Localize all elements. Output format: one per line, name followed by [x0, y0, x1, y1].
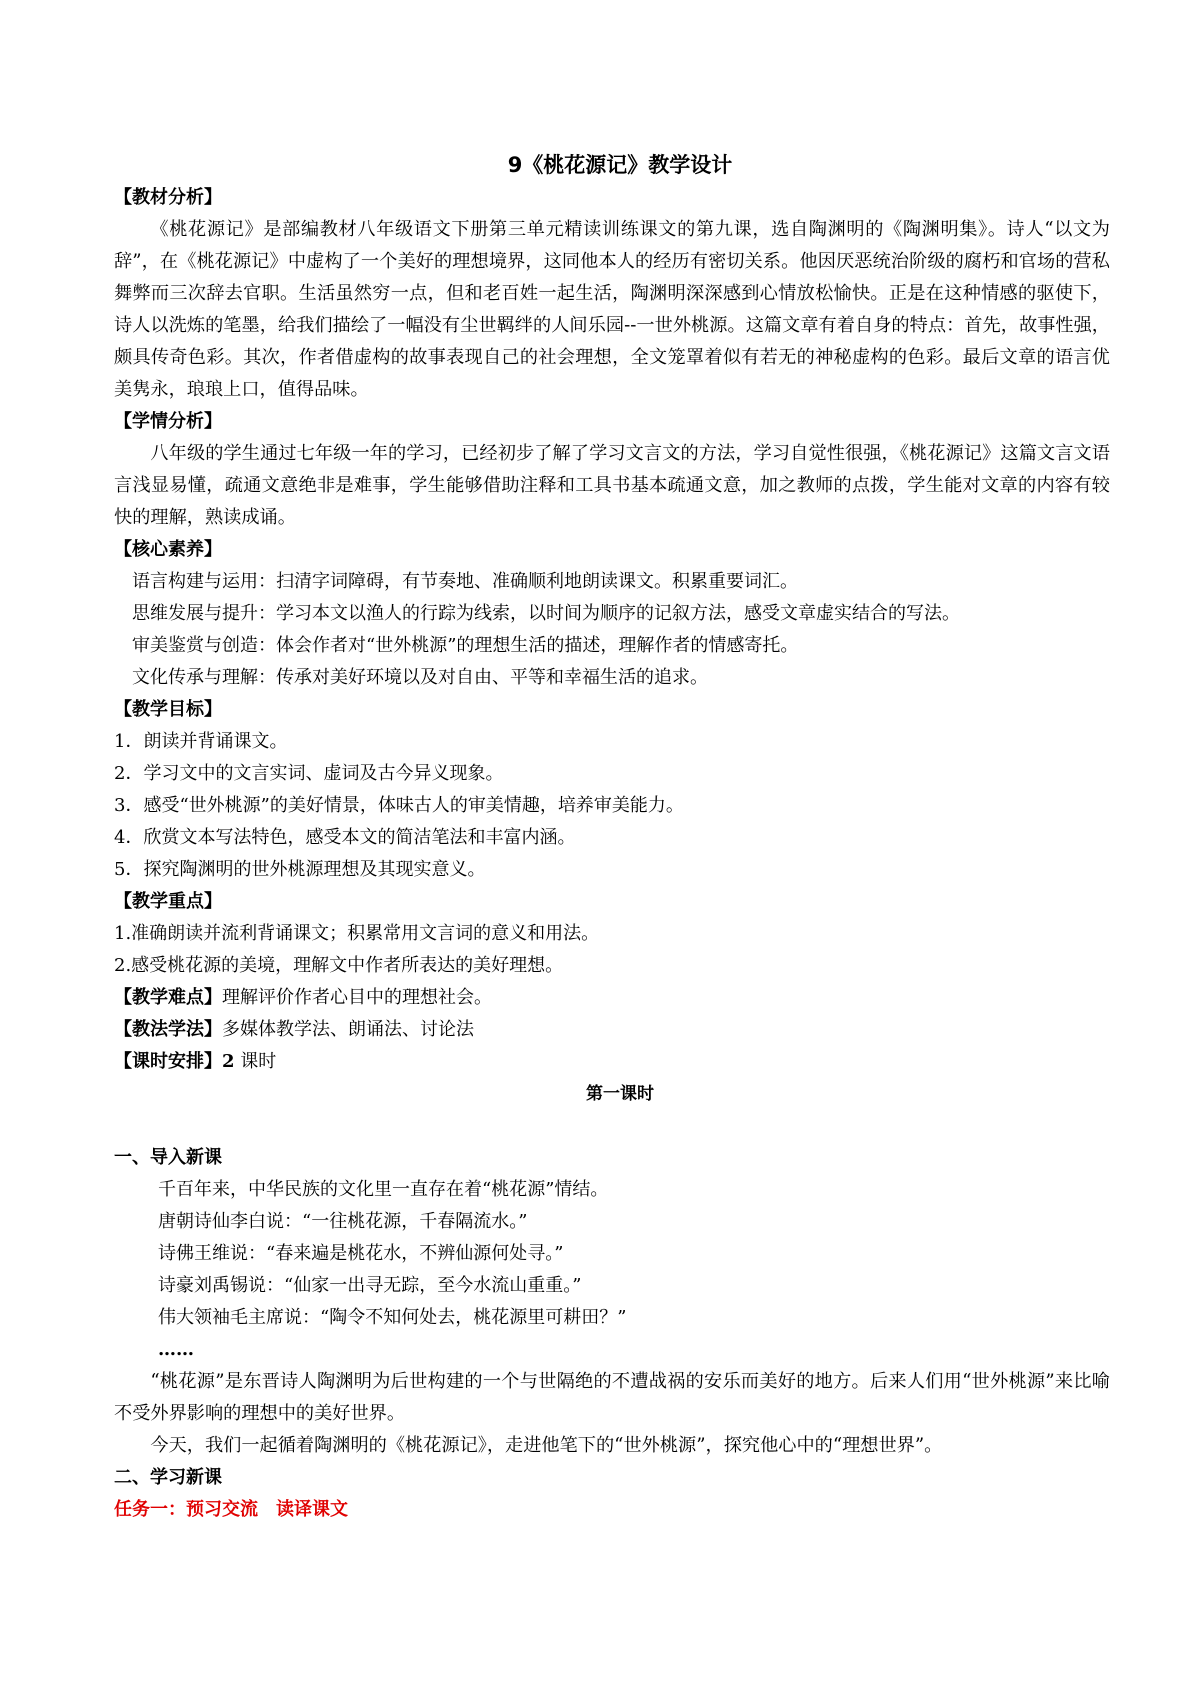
literacy-item: 审美鉴赏与创造：体会作者对“世外桃源”的理想生活的描述，理解作者的情感寄托。 [132, 635, 799, 656]
schedule-number: 2 [222, 1051, 235, 1072]
intro-line: 唐朝诗仙李白说：“一往桃花源，千春隔流水。” [158, 1211, 528, 1232]
literacy-heading: 【核心素养】 [114, 539, 222, 560]
schedule-row [114, 1046, 1110, 1078]
method-heading: 【教法学法】 [114, 1019, 222, 1040]
literacy-item: 语言构建与运用：扫清字词障碍，有节奏地、准确顺利地朗读课文。积累重要词汇。 [132, 571, 798, 592]
schedule-heading: 【课时安排】 [114, 1051, 222, 1072]
goals-heading: 【教学目标】 [114, 699, 222, 720]
intro-line: 诗豪刘禹锡说：“仙家一出寻无踪，至今水流山重重。” [158, 1275, 582, 1296]
intro-line: 诗佛王维说：“春来遍是桃花水，不辨仙源何处寻。” [158, 1243, 564, 1264]
analysis-text: 《桃花源记》是部编教材八年级语文下册第三单元精读训练课文的第九课，选自陶渊明的《陶渊明集》。诗人“以文为辞”，在《桃花源记》中虚构了一个美好的理想境界，这同他本人的经历有密切关系。他因厌恶统治阶级的腐朽和官场的营私舞弊而三次辞去官职。生活虽然穷一点，但和老百姓一起生活，陶渊明深深感到心情放松愉快。正是在这种情感的驱使下，诗人以洗炼的笔墨，给我们描绘了一幅没有尘世羁绊的人间乐园--一世外桃源。这篇文章有着自身的特点：首先，故事性强，颇具传奇色彩。其次，作者借虚构的故事表现自己的社会理想，全文笼罩着似有若无的神秘虚构的色彩。最后文章的语言优美隽永，琅琅上口，值得品味。 [114, 219, 1110, 400]
part2-heading: 二、学习新课 [114, 1467, 222, 1488]
key-point-item: 1.准确朗读并流利背诵课文；积累常用文言词的意义和用法。 [114, 923, 600, 944]
goal-item: 5．探究陶渊明的世外桃源理想及其现实意义。 [114, 859, 486, 880]
intro-paragraph: 今天，我们一起循着陶渊明的《桃花源记》，走进他笔下的“世外桃源”，探究他心中的“理想世界”。 [150, 1435, 943, 1456]
ellipsis-line: …… [158, 1339, 194, 1360]
goal-item: 4．欣赏文本写法特色，感受本文的简洁笔法和丰富内涵。 [114, 827, 576, 848]
key-point-item: 2.感受桃花源的美境，理解文中作者所表达的美好理想。 [114, 955, 564, 976]
analysis-heading: 【教材分析】 [114, 187, 222, 208]
intro-paragraph: “桃花源”是东晋诗人陶渊明为后世构建的一个与世隔绝的不遭战祸的安乐而美好的地方。后来人们用“世外桃源”来比喻不受外界影响的理想中的美好世界。 [114, 1371, 1110, 1424]
part1-heading: 一、导入新课 [114, 1147, 222, 1168]
difficulty-row [114, 982, 1110, 1014]
key-points-heading: 【教学重点】 [114, 891, 222, 912]
student-heading: 【学情分析】 [114, 411, 222, 432]
intro-line: 伟大领袖毛主席说：“陶令不知何处去，桃花源里可耕田？” [158, 1307, 627, 1328]
spacer [114, 1110, 1110, 1142]
intro-line: 千百年来，中华民族的文化里一直存在着“桃花源”情结。 [158, 1179, 609, 1200]
method-text: 多媒体教学法、朗诵法、讨论法 [222, 1019, 474, 1040]
difficulty-text: 理解评价作者心目中的理想社会。 [222, 987, 492, 1008]
difficulty-heading: 【教学难点】 [114, 987, 222, 1008]
document-title: 9《桃花源记》教学设计 [507, 153, 733, 177]
schedule-unit: 课时 [234, 1051, 277, 1072]
literacy-item: 文化传承与理解：传承对美好环境以及对自由、平等和幸福生活的追求。 [132, 667, 708, 688]
student-text: 八年级的学生通过七年级一年的学习，已经初步了解了学习文言文的方法，学习自觉性很强，《桃花源记》这篇文言文语言浅显易懂，疏通文意绝非是难事，学生能够借助注释和工具书基本疏通文意，加之教师的点拨，学生能对文章的内容有较快的理解，熟读成诵。 [114, 443, 1110, 528]
task1-heading: 任务一：预习交流 读译课文 [114, 1499, 348, 1520]
method-row [114, 1014, 1110, 1046]
literacy-item: 思维发展与提升：学习本文以渔人的行踪为线索，以时间为顺序的记叙方法，感受文章虚实结合的写法。 [132, 603, 960, 624]
lesson-subtitle: 第一课时 [586, 1084, 654, 1104]
goal-item: 2．学习文中的文言实词、虚词及古今异义现象。 [114, 763, 504, 784]
goal-item: 3．感受“世外桃源”的美好情景，体味古人的审美情趣，培养审美能力。 [114, 795, 684, 816]
goal-item: 1．朗读并背诵课文。 [114, 731, 288, 752]
